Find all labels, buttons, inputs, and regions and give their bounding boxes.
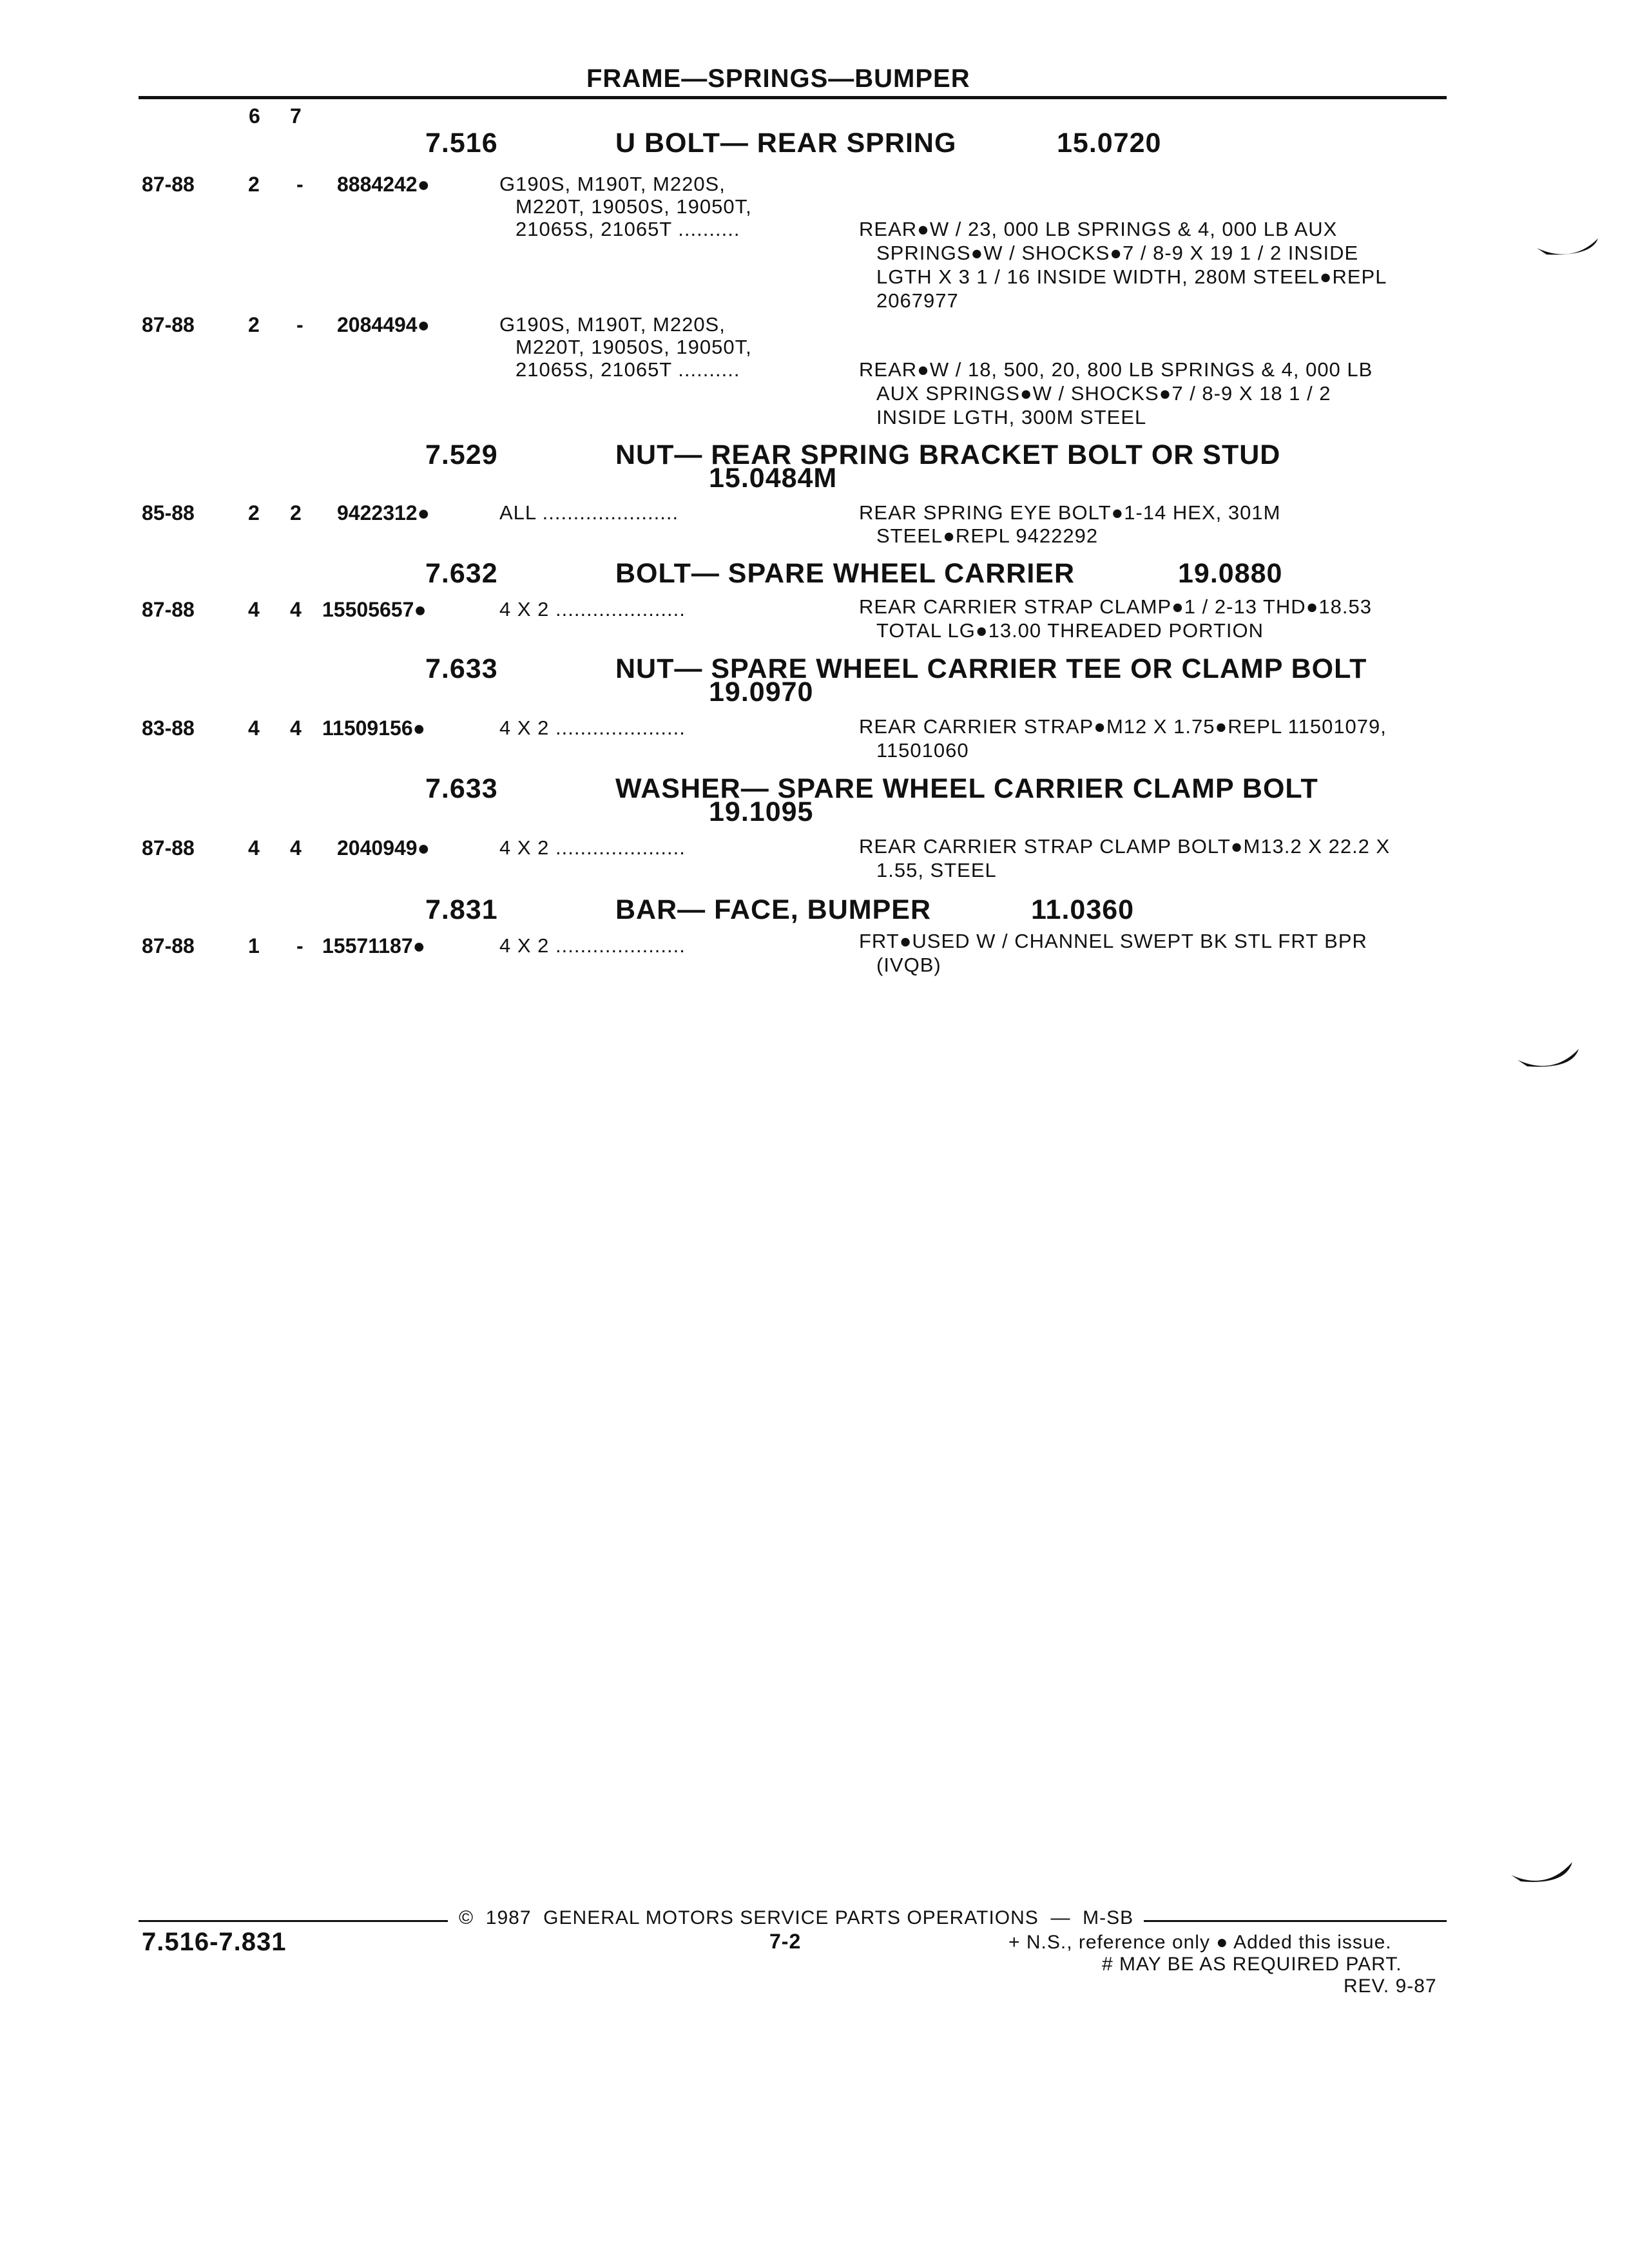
part-number: 11509156● [322,716,425,740]
qty-6-cell: 4 [248,598,260,621]
description-line: REAR●W / 23, 000 LB SPRINGS & 4, 000 LB AUX [859,218,1338,240]
application-line: 21065S, 21065T .......... [516,218,740,240]
revision-label: REV. 9-87 [1344,1975,1437,1997]
page-number: 7-2 [769,1930,802,1953]
qty-6-cell: 2 [248,173,260,196]
page-range: 7.516-7.831 [142,1928,287,1956]
application-line: 4 X 2 ..................... [499,836,686,859]
qty-7-cell: - [296,313,304,336]
description-line: REAR CARRIER STRAP CLAMP●1 / 2-13 THD●18.53 [859,595,1372,618]
description-line: REAR SPRING EYE BOLT●1-14 HEX, 301M [859,501,1281,524]
part-number: 15571187● [322,934,425,957]
section-group-number: 7.633 [425,773,498,804]
years-cell: 85-88 [142,501,195,524]
description-line: REAR CARRIER STRAP CLAMP BOLT●M13.2 X 22.2 X [859,835,1391,858]
section-group-number: 7.529 [425,439,498,470]
section-code: 15.0484M [709,463,838,494]
column-6-header: 6 [249,104,260,128]
binder-mark-icon [1508,1856,1585,1901]
qty-6-cell: 4 [248,836,260,860]
part-number: 2040949● [337,836,430,860]
footer-rule-right [1144,1920,1447,1922]
binder-mark-icon [1534,219,1611,264]
application-line: ALL ...................... [499,501,679,524]
application-line: M220T, 19050S, 19050T, [516,336,752,358]
part-number: 8884242● [337,173,430,196]
section-title: U BOLT— REAR SPRING [615,128,957,159]
section-group-number: 7.633 [425,653,498,684]
application-line: G190S, M190T, M220S, [499,313,726,336]
copyright-text: © 1987 GENERAL MOTORS SERVICE PARTS OPERATIONS — M-SB [459,1907,1134,1928]
application-line: 4 X 2 ..................... [499,934,686,957]
binder-mark-icon [1514,1037,1592,1082]
years-cell: 87-88 [142,313,195,336]
qty-6-cell: 2 [248,313,260,336]
description-line: REAR CARRIER STRAP●M12 X 1.75●REPL 11501079, [859,715,1387,738]
column-7-header: 7 [290,104,302,128]
section-group-number: 7.632 [425,558,498,589]
qty-7-cell: 2 [290,501,302,524]
footer-rule-left [139,1920,448,1922]
section-code: 19.1095 [709,796,814,827]
description-line: SPRINGS●W / SHOCKS●7 / 8-9 X 19 1 / 2 INSIDE [876,242,1359,264]
description-line: AUX SPRINGS●W / SHOCKS●7 / 8-9 X 18 1 / 2 [876,382,1331,405]
qty-7-cell: - [296,934,304,957]
qty-7-cell: 4 [290,836,302,860]
description-line: LGTH X 3 1 / 16 INSIDE WIDTH, 280M STEEL●REPL [876,265,1387,288]
description-line: STEEL●REPL 9422292 [876,524,1099,547]
years-cell: 83-88 [142,716,195,740]
description-line: REAR●W / 18, 500, 20, 800 LB SPRINGS & 4, 000 LB [859,358,1373,381]
description-line: INSIDE LGTH, 300M STEEL [876,406,1147,428]
years-cell: 87-88 [142,173,195,196]
section-code: 15.0720 [1057,128,1162,159]
application-line: 21065S, 21065T .......... [516,358,740,381]
page-title: FRAME—SPRINGS—BUMPER [586,64,970,93]
qty-6-cell: 2 [248,501,260,524]
application-line: 4 X 2 ..................... [499,716,686,739]
section-title: WASHER— SPARE WHEEL CARRIER CLAMP BOLT [615,773,1318,804]
section-code: 11.0360 [1031,894,1135,925]
header-rule [139,96,1447,99]
qty-7-cell: - [296,173,304,196]
description-line: FRT●USED W / CHANNEL SWEPT BK STL FRT BPR [859,930,1367,952]
qty-7-cell: 4 [290,716,302,740]
section-code: 19.0880 [1178,558,1283,589]
description-line: TOTAL LG●13.00 THREADED PORTION [876,619,1264,642]
years-cell: 87-88 [142,934,195,957]
part-number: 15505657● [322,598,427,621]
application-line: 4 X 2 ..................... [499,598,686,620]
qty-6-cell: 1 [248,934,260,957]
qty-6-cell: 4 [248,716,260,740]
legend-note: + N.S., reference only ● Added this issue. [1008,1932,1392,1953]
application-line: G190S, M190T, M220S, [499,173,726,195]
legend-note: # MAY BE AS REQUIRED PART. [1102,1954,1402,1975]
section-group-number: 7.516 [425,128,498,159]
section-title: NUT— REAR SPRING BRACKET BOLT OR STUD [615,439,1281,470]
section-title: BOLT— SPARE WHEEL CARRIER [615,558,1075,589]
part-number: 9422312● [337,501,430,524]
description-line: 1.55, STEEL [876,859,997,881]
years-cell: 87-88 [142,836,195,860]
description-line: 11501060 [876,739,969,762]
section-code: 19.0970 [709,677,814,707]
description-line: (IVQB) [876,954,941,976]
years-cell: 87-88 [142,598,195,621]
part-number: 2084494● [337,313,430,336]
application-line: M220T, 19050S, 19050T, [516,195,752,218]
qty-7-cell: 4 [290,598,302,621]
section-title: NUT— SPARE WHEEL CARRIER TEE OR CLAMP BOLT [615,653,1367,684]
section-title: BAR— FACE, BUMPER [615,894,932,925]
description-line: 2067977 [876,289,959,312]
section-group-number: 7.831 [425,894,498,925]
